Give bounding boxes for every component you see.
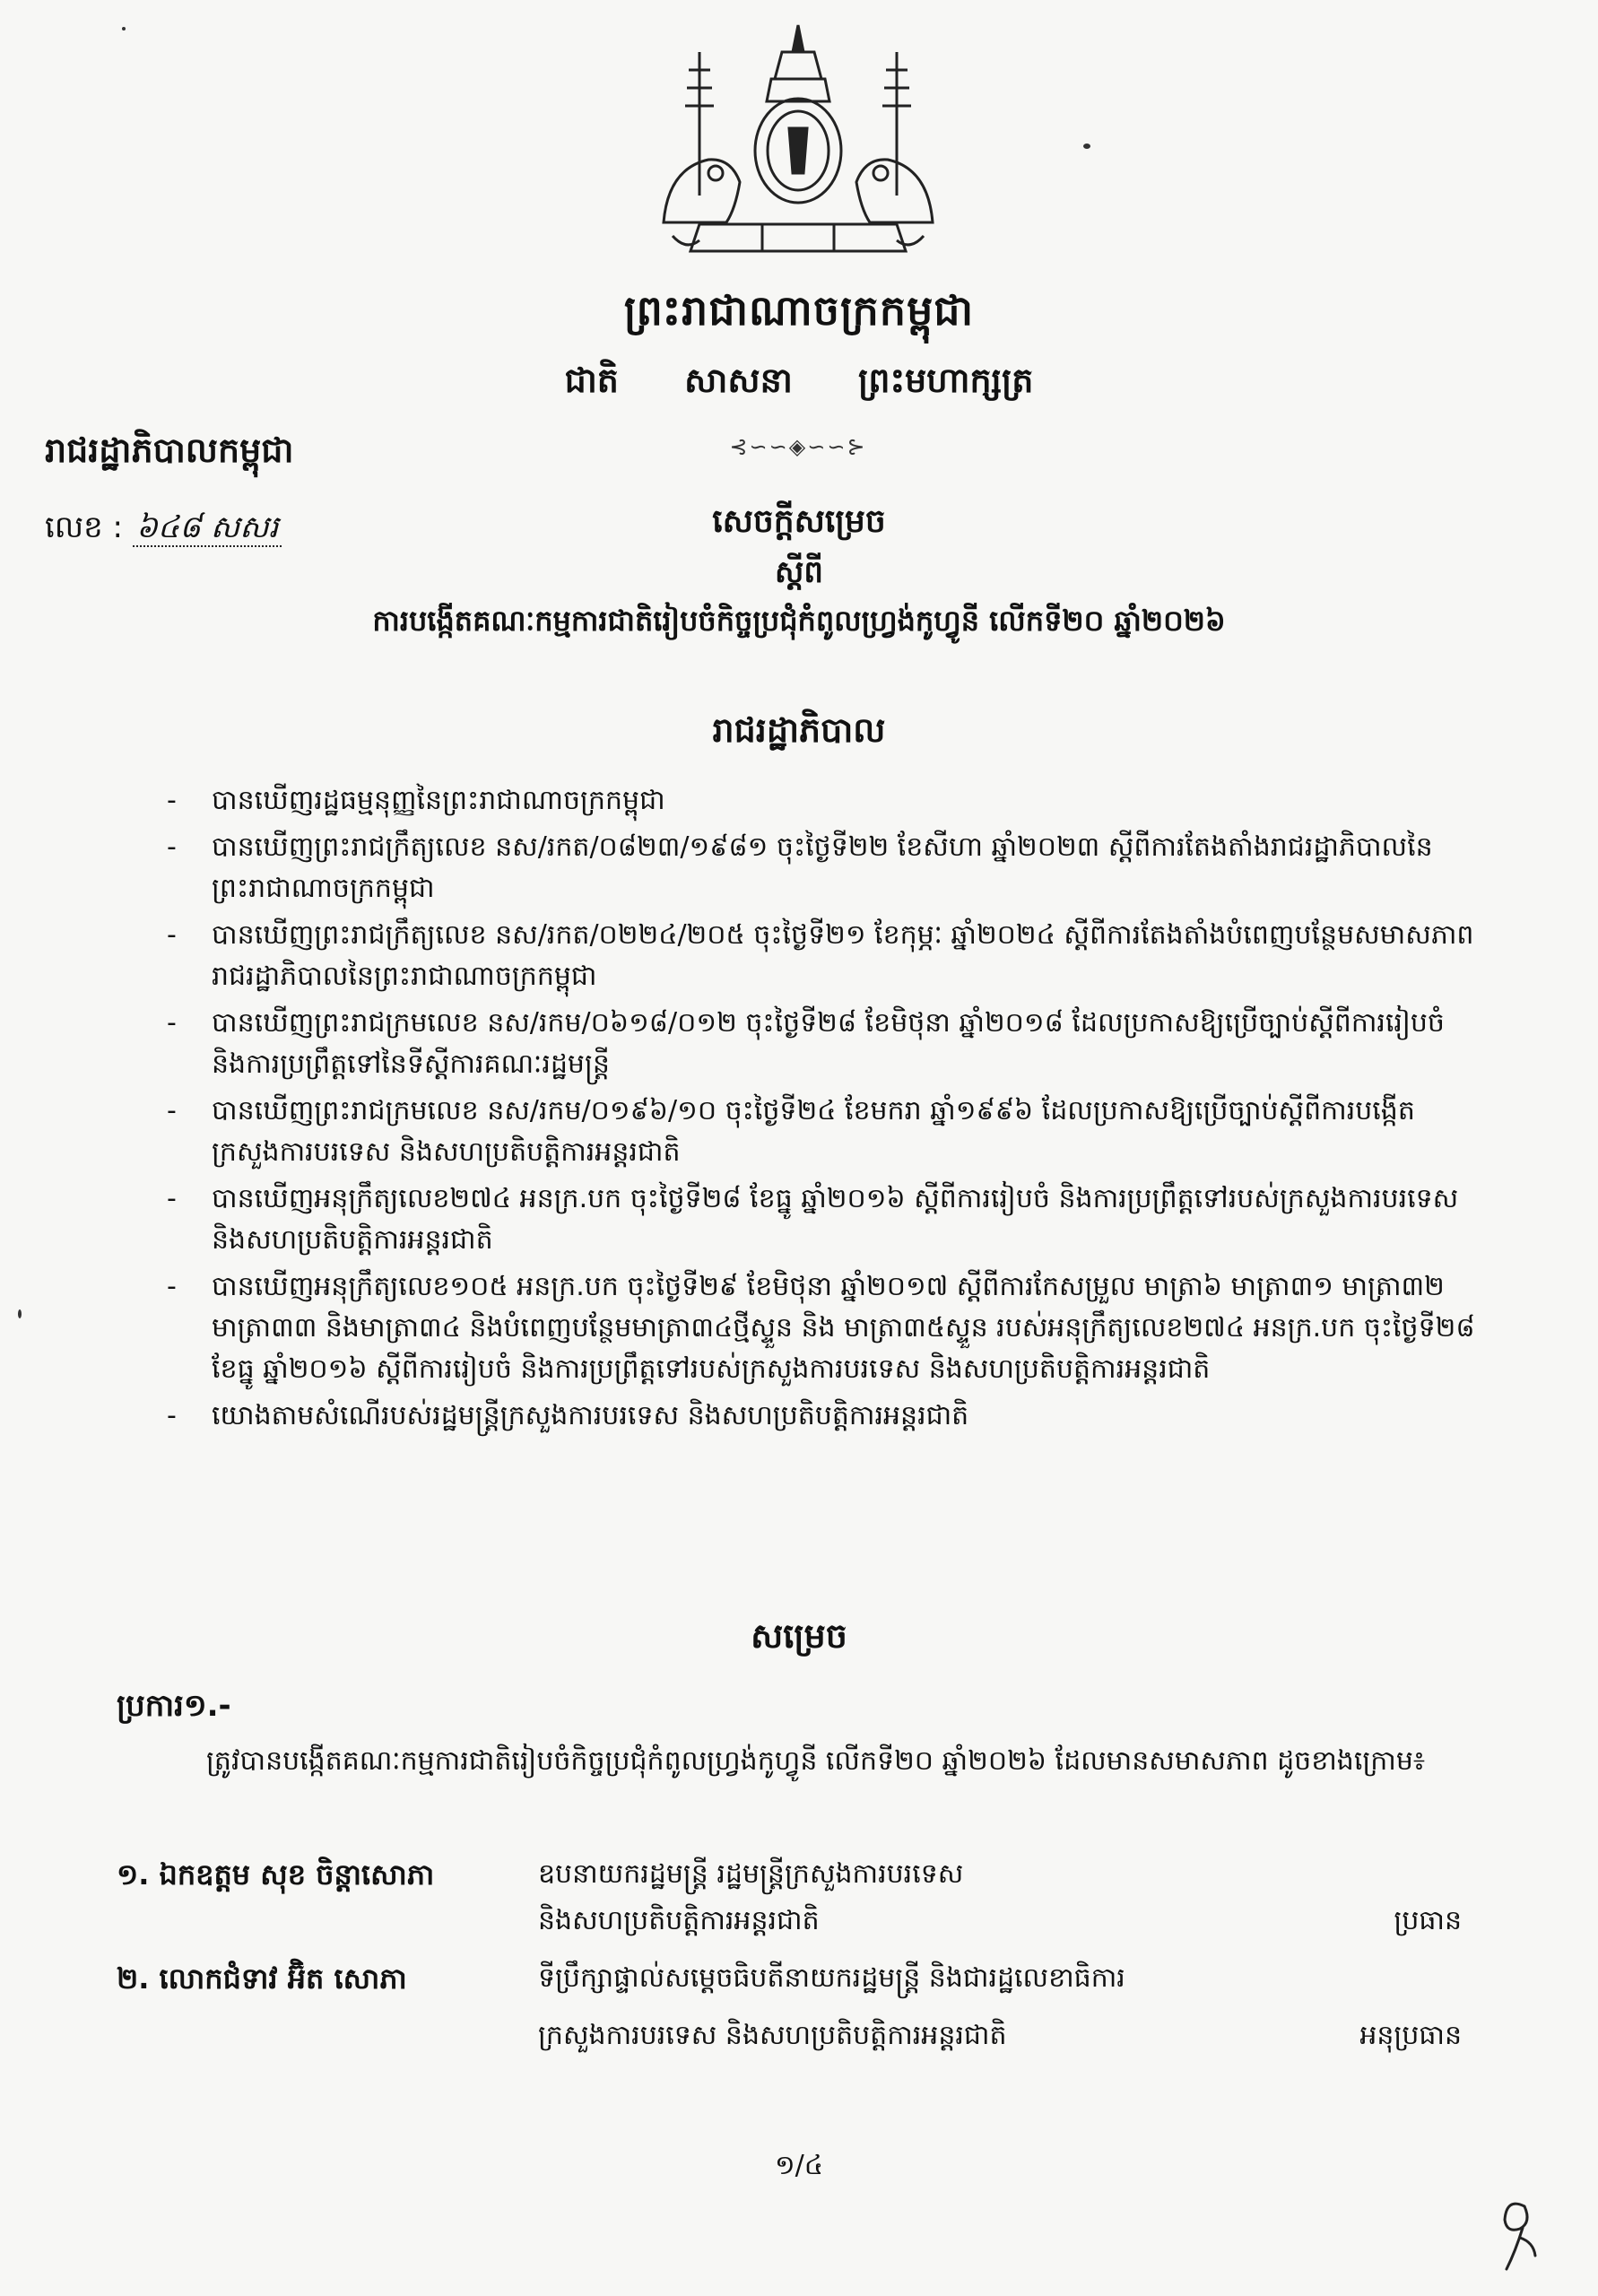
document-subject: ការបង្កើតគណៈកម្មការជាតិរៀបចំកិច្ចប្រជុំកំពូលហ្វ្រង់កូហ្វូនី លើកទី២០ ឆ្នាំ២០២៦ (372, 604, 1226, 638)
preamble-item: - បានឃើញអនុក្រឹត្យលេខ២៧៤ អនក្រ.បក ចុះថ្ងៃទី២៨ ខែធ្នូ ឆ្នាំ២០១៦ ស្តីពីការរៀបចំ និងការប្រព្រឹត្តទៅរបស់ក្រសួងការបរទេស និងសហប្រតិបត្តិការអន្តរជាតិ (167, 1183, 1459, 1256)
member-2-role-line2: ក្រសួងការបរទេស និងសហប្រតិបត្តិការអន្តរជាតិ (538, 2020, 1007, 2051)
scan-speck (1083, 144, 1090, 149)
royal-coat-of-arms-emblem (646, 16, 951, 267)
member-2-role-line1: ទីប្រឹក្សាផ្ទាល់សម្តេចធិបតីនាយករដ្ឋមន្ត្រី និងជារដ្ឋលេខាធិការ (538, 1962, 1125, 1994)
preamble-item: - បានឃើញអនុក្រឹត្យលេខ១០៥ អនក្រ.បក ចុះថ្ងៃទី២៩ ខែមិថុនា ឆ្នាំ២០១៧ ស្តីពីការកែសម្រួល មាត្រា៦ មាត្រា៣១ មាត្រា៣២ មាត្រា៣៣ និងមាត្រា៣៤ និងបំពេញបន្ថែមមាត្រា៣៤ថ្មីស្ទួន និង មាត្រា៣៥ស្ទួន របស់អនុក្រឹត្យលេខ២៧៤ អនក្រ.បក ចុះថ្ងៃទី២៨ ខែធ្នូ ឆ្នាំ២០១៦ ស្តីពីការរៀបចំ និងការប្រព្រឹត្តទៅរបស់ក្រសួងការបរទេស និងសហប្រតិបត្តិការអន្តរជាតិ (167, 1271, 1475, 1385)
preamble-item: - បានឃើញព្រះរាជក្រមលេខ នស/រកម/០៦១៨/០១២ ចុះថ្ងៃទី២៨ ខែមិថុនា ឆ្នាំ២០១៨ ដែលប្រកាសឱ្យប្រើច្បាប់ស្តីពីការរៀបចំ និងការប្រព្រឹត្តទៅនៃទីស្តីការគណៈរដ្ឋមន្ត្រី (167, 1007, 1445, 1080)
issuing-government: រាជរដ្ឋាភិបាលកម្ពុជា (45, 430, 294, 470)
kingdom-title: ព្រះរាជាណាចក្រកម្ពុជា (623, 286, 975, 335)
document-type: សេចក្តីសម្រេច (712, 503, 886, 540)
member-2-position: អនុប្រធាន (1359, 2020, 1462, 2051)
preamble-item: - យោងតាមសំណើរបស់រដ្ឋមន្ត្រីក្រសួងការបរទេស និងសហប្រតិបត្តិការអន្តរជាតិ (167, 1400, 969, 1431)
page-number: ១/៤ (774, 2150, 824, 2181)
article-1-heading: ប្រការ១.- (117, 1688, 231, 1724)
preamble-item: - បានឃើញព្រះរាជក្រមលេខ នស/រកម/០១៩៦/១០ ចុះថ្ងៃទី២៤ ខែមករា ឆ្នាំ១៩៩៦ ដែលប្រកាសឱ្យប្រើច្បាប់ស្តីពីការបង្កើតក្រសួងការបរទេស និងសហប្រតិបត្តិការអន្តរជាតិ (167, 1095, 1415, 1168)
member-1-name: ១. ឯកឧត្តម សុខ ចិន្តាសោភា (117, 1857, 435, 1892)
preamble-item: - បានឃើញព្រះរាជក្រឹត្យលេខ នស/រកត/០២២៤/២០៥ ចុះថ្ងៃទី២១ ខែកុម្ភៈ ឆ្នាំ២០២៤ ស្តីពីការតែងតាំងបំពេញបន្ថែមសមាសភាពរាជរដ្ឋាភិបាលនៃព្រះរាជាណាចក្រកម្ពុជា (167, 919, 1474, 992)
reference-label: លេខ : (45, 509, 124, 545)
about-label: ស្តីពី (775, 554, 823, 590)
reference-number: ៦៤៨ សសរ (133, 509, 282, 547)
article-1-body: ត្រូវបានបង្កើតគណៈកម្មការជាតិរៀបចំកិច្ចប្រជុំកំពូលហ្វ្រង់កូហ្វូនី លើកទី២០ ឆ្នាំ២០២៦ ដែលមានសមាសភាព ដូចខាងក្រោម៖ (206, 1745, 1426, 1777)
preamble-item: - បានឃើញព្រះរាជក្រឹត្យលេខ នស/រកត/០៨២៣/១៩៨១ ចុះថ្ងៃទី២២ ខែសីហា ឆ្នាំ២០២៣ ស្តីពីការតែងតាំងរាជរដ្ឋាភិបាលនៃព្រះរាជាណាចក្រកម្ពុជា (167, 831, 1433, 904)
motto-religion: សាសនា (684, 361, 793, 400)
issuer-heading: រាជរដ្ឋាភិបាល (712, 710, 886, 750)
motto-king: ព្រះមហាក្សត្រ (858, 361, 1034, 400)
member-1-position: ប្រធាន (1394, 1905, 1462, 1936)
preamble-item: - បានឃើញរដ្ឋធម្មនុញ្ញនៃព្រះរាជាណាចក្រកម្ពុជា (167, 785, 665, 816)
motto-nation: ជាតិ (564, 361, 619, 400)
decorative-ornament: ⊰∽∽◈∽∽⊱ (729, 434, 867, 459)
member-2-name: ២. លោកជំទាវ អ៊ិត សោភា (117, 1961, 407, 1996)
decision-heading: សម្រេច (751, 1616, 847, 1656)
handwritten-initial-mark (1480, 2188, 1551, 2278)
national-motto (0, 359, 1598, 409)
member-1-role-line2: និងសហប្រតិបត្តិការអន្តរជាតិ (538, 1905, 820, 1936)
scan-speck (18, 1309, 22, 1318)
scan-speck (122, 27, 126, 30)
member-1-role-line1: ឧបនាយករដ្ឋមន្ត្រី រដ្ឋមន្ត្រីក្រសួងការបរទេស (538, 1858, 964, 1890)
preamble-list (167, 780, 1476, 1442)
